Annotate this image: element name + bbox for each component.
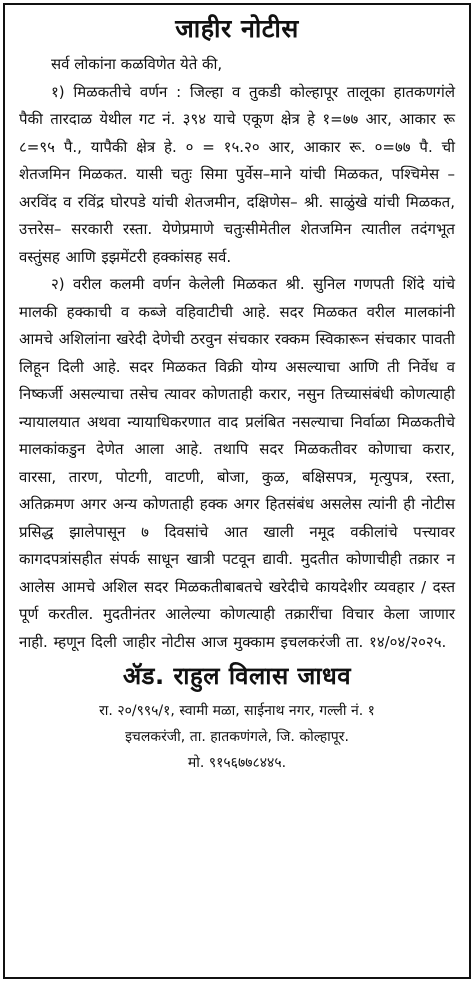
advocate-address-line-1: रा. २०/९९५/१, स्वामी मळा, साईनाथ नगर, गल्ली नं. १ bbox=[99, 703, 375, 719]
property-description-paragraph: १) मिळकतीचे वर्णन : जिल्हा व तुकडी कोल्हापूर तालूका हातकणगंले पैकी तारदाळ येथील गट नं. ३९४ याचे एकूण क्षेत्र हे १=७७ आर, आकार रू ८=९५ पै., यापैकी क्षेत्र हे. ० = १५.२० आर, आकार रू. ०=७७ पै. ची शेतजमिन मिळकत. यासी चतुः सिमा पुर्वेस–माने यांची मिळकत, पश्चिमेस – अरविंद व रविंद्र घोरपडे यांची शेतजमीन, दक्षिणेस– श्री. साळुंखे यांची मिळकत, उत्तरेस– सरकारी रस्ता. येणेप्रमाणे चतुःसीमेतील शेतजमिन त्यातील तदंगभूत वस्तुंसह आणि इझमेंटरी हक्कांसह सर्व. bbox=[19, 82, 455, 266]
advocate-phone: मो. ९१५६७७८४४५. bbox=[187, 755, 287, 771]
public-notice bbox=[3, 3, 471, 979]
ownership-objection-paragraph: २) वरील कलमी वर्णन केलेली मिळकत श्री. सुनिल गणपती शिंदे यांचे मालकी हक्काची व कब्जे वहिवाटीची आहे. सदर मिळकत वरील मालकांनी आमचे अशिलांना खरेदी देणेची ठरवुन संचकार रक्कम स्विकारून संचकार पावती लिहून दिली आहे. सदर मिळकत विक्री योग्य असल्याचा आणि ती निर्वेध व निष्कर्जी असल्याचा तसेच त्यावर कोणताही करार, नसुन तिच्यासंबंधी कोणत्याही न्यायालयात अथवा न्यायाधिकरणात वाद प्रलंबित नसल्याचा निर्वाळा मिळकतीचे मालकांकडुन देणेत आला आहे. तथापि सदर मिळकतीवर कोणाचा करार, वारसा, तारण, पोटगी, वाटणी, बोजा, कुळ, बक्षिसपत्र, मृत्युपत्र, रस्ता, अतिक्रमण अगर अन्य कोणताही हक्क अगर हितसंबंध असलेस त्यांनी ही नोटीस प्रसिद्ध झालेपासून ७ दिवसांचे आत खाली नमूद वकीलांचे पत्त्यावर कागदपत्रांसहीत संपर्क साधून खात्री पटवून द्यावी. मुदतीत कोणाचीही तक्रार न आलेस आमचे अशिल सदर मिळकतीबाबतचे खरेदीचे कायदेशीर व्यवहार / दस्त पूर्ण करतील. मुदतीनंतर आलेल्या कोणत्याही तक्रारींचा विचार केला जाणार नाही. म्हणून दिली जाहीर नोटीस आज मुक्काम इचलकरंजी ता. १४/०४/२०२५. bbox=[19, 275, 455, 651]
notice-greeting: सर्व लोकांना कळविणेत येते की, bbox=[51, 55, 223, 73]
notice-title: जाहीर नोटीस bbox=[175, 14, 299, 43]
advocate-address-line-2: इचलकरंजी, ता. हातकणंगले, जि. कोल्हापूर. bbox=[125, 729, 349, 745]
advocate-name: ॲड. राहुल विलास जाधव bbox=[122, 662, 352, 690]
